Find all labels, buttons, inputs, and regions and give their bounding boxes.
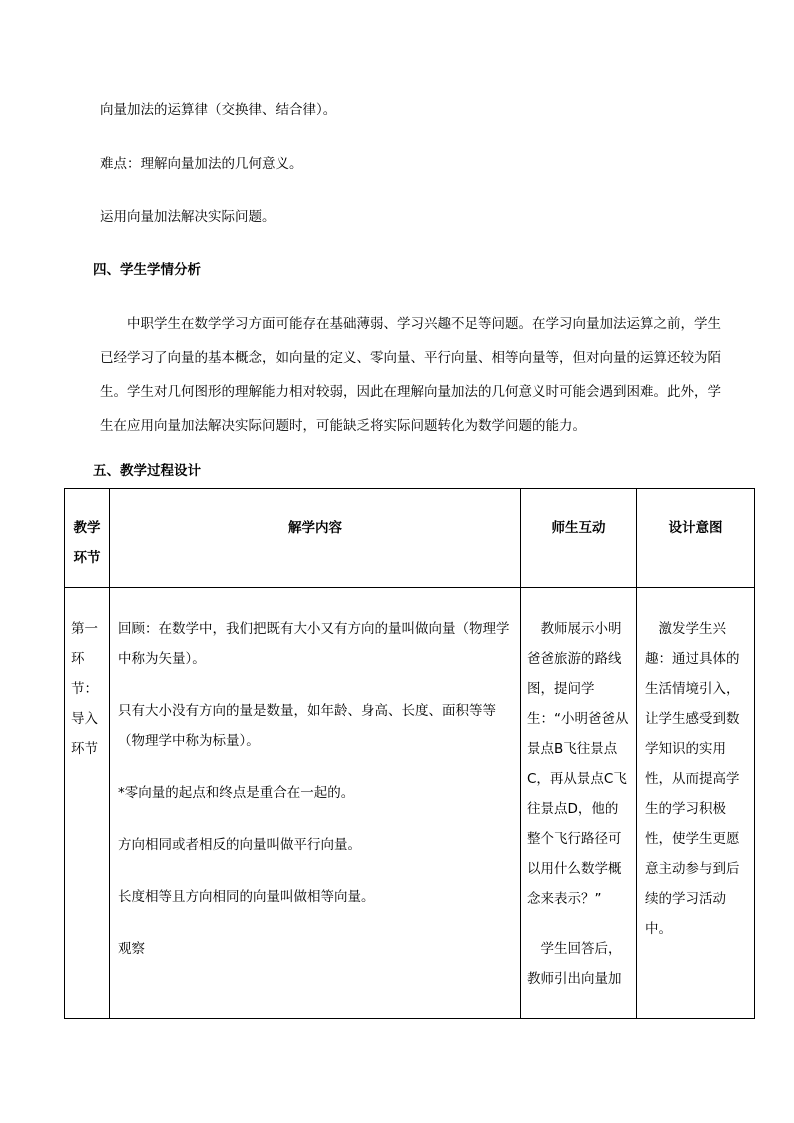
cell-stage (65, 588, 110, 1019)
interaction-paragraph: 学生回答后，教师引出向量加 (527, 941, 622, 987)
text-line-difficulty: 难点：理解向量加法的几何意义。 (100, 156, 303, 172)
paragraph-line: 已经学习了向量的基本概念，如向量的定义、零向量、平行向量、相等向量等，但对向量的运算还较为陌 (100, 350, 721, 366)
text-line-application: 运用向量加法解决实际问题。 (100, 209, 276, 225)
content-paragraph: 方向相同或者相反的向量叫做平行向量。 (118, 837, 361, 853)
table-header-row (65, 489, 755, 588)
stage-line: 环节： (71, 651, 98, 697)
content-paragraph: 长度相等且方向相同的向量叫做相等向量。 (118, 889, 375, 905)
teaching-process-table (64, 488, 755, 1019)
stage-line: 环节 (71, 741, 98, 757)
section-heading-process-design: 五、教学过程设计 (93, 463, 201, 479)
interaction-paragraph: 教师展示小明爸爸旅游的路线图，提问学生：“小明爸爸从景点B飞往景点C，再从景点C飞往景点D，他的整个飞行路径可以用什么数学概念来表示？” (527, 621, 629, 907)
paragraph-line: 生。学生对几何图形的理解能力相对较弱，因此在理解向量加法的几何意义时可能会遇到困难。此外，学 (100, 384, 721, 400)
header-stage-line: 教学 (73, 520, 101, 536)
paragraph-line: 中职学生在数学学习方面可能存在基础薄弱、学习兴趣不足等问题。在学习向量加法运算之前，学生 (100, 316, 721, 332)
paragraph-line: 生在应用向量加法解决实际问题时，可能缺乏将实际问题转化为数学问题的能力。 (100, 418, 586, 434)
content-paragraph: 观察 (118, 941, 145, 957)
cell-content (110, 588, 521, 1019)
student-analysis-paragraph (100, 307, 726, 443)
section-heading-student-analysis: 四、学生学情分析 (93, 262, 201, 278)
text-line-laws: 向量加法的运算律（交换律、结合律）。 (100, 102, 337, 118)
content-paragraph: 回顾：在数学中，我们把既有大小又有方向的量叫做向量（物理学中称为矢量）。 (118, 621, 510, 667)
table-row (65, 588, 755, 1019)
header-content: 解学内容 (110, 489, 521, 588)
design-paragraph: 激发学生兴趣：通过具体的生活情境引入，让学生感受到数学知识的实用性，从而提高学生的学习积极性，使学生更愿意主动参与到后续的学习活动中。 (645, 621, 740, 937)
content-paragraph: *零向量的起点和终点是重合在一起的。 (118, 785, 355, 801)
stage-line: 导入 (71, 711, 98, 727)
cell-interaction (521, 588, 637, 1019)
header-design: 设计意图 (637, 489, 755, 588)
cell-design (637, 588, 755, 1019)
content-paragraph: 只有大小没有方向的量是数量，如年龄、身高、长度、面积等等（物理学中称为标量）。 (118, 703, 496, 749)
header-interaction: 师生互动 (521, 489, 637, 588)
stage-line: 第一 (71, 621, 98, 637)
header-stage (65, 489, 110, 588)
header-stage-line: 环节 (73, 550, 101, 566)
